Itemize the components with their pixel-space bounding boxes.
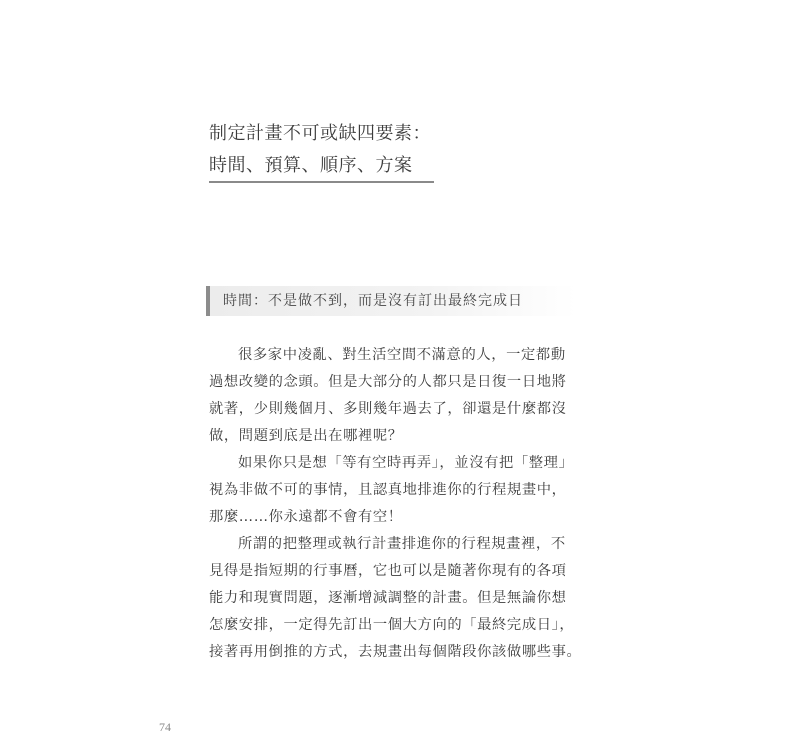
chapter-title [209,118,449,182]
paragraph-line: 就著，少則幾個月、多則幾年過去了，卻還是什麼都沒 [209,401,567,417]
paragraph-line: 很多家中凌亂、對生活空間不滿意的人，一定都動 [238,347,566,363]
paragraph-line: 做，問題到底是出在哪裡呢？ [209,428,403,444]
paragraph-line: 接著再用倒推的方式，去規畫出每個階段你該做哪些事。 [209,644,582,660]
paragraph-line: 怎麼安排，一定得先訂出一個大方向的「最終完成日」， [209,617,575,633]
section-heading: 時間：不是做不到，而是沒有訂出最終完成日 [223,293,523,309]
section-heading-banner [206,286,576,316]
paragraph-line: 見得是指短期的行事曆，它也可以是隨著你現有的各項 [209,563,567,579]
paragraph-line: 視為非做不可的事情，且認真地排進你的行程規畫中， [209,482,567,498]
page-number: 74 [159,720,171,734]
paragraph-line: 如果你只是想「等有空時再弄」，並沒有把「整理」 [238,455,574,471]
paragraph-line: 那麼……你永遠都不會有空！ [209,509,403,525]
chapter-title-line-1: 制定計畫不可或缺四要素： [209,123,431,144]
section-heading-bar [206,286,210,316]
body-text [209,342,581,666]
chapter-title-underline [209,181,434,183]
paragraph-line: 所謂的把整理或執行計畫排進你的行程規畫裡，不 [238,536,566,552]
chapter-title-line-2: 時間、預算、順序、方案 [209,155,413,176]
paragraph-line: 過想改變的念頭。但是大部分的人都只是日復一日地將 [209,374,567,390]
paragraph-line: 能力和現實問題，逐漸增減調整的計畫。但是無論你想 [209,590,567,606]
